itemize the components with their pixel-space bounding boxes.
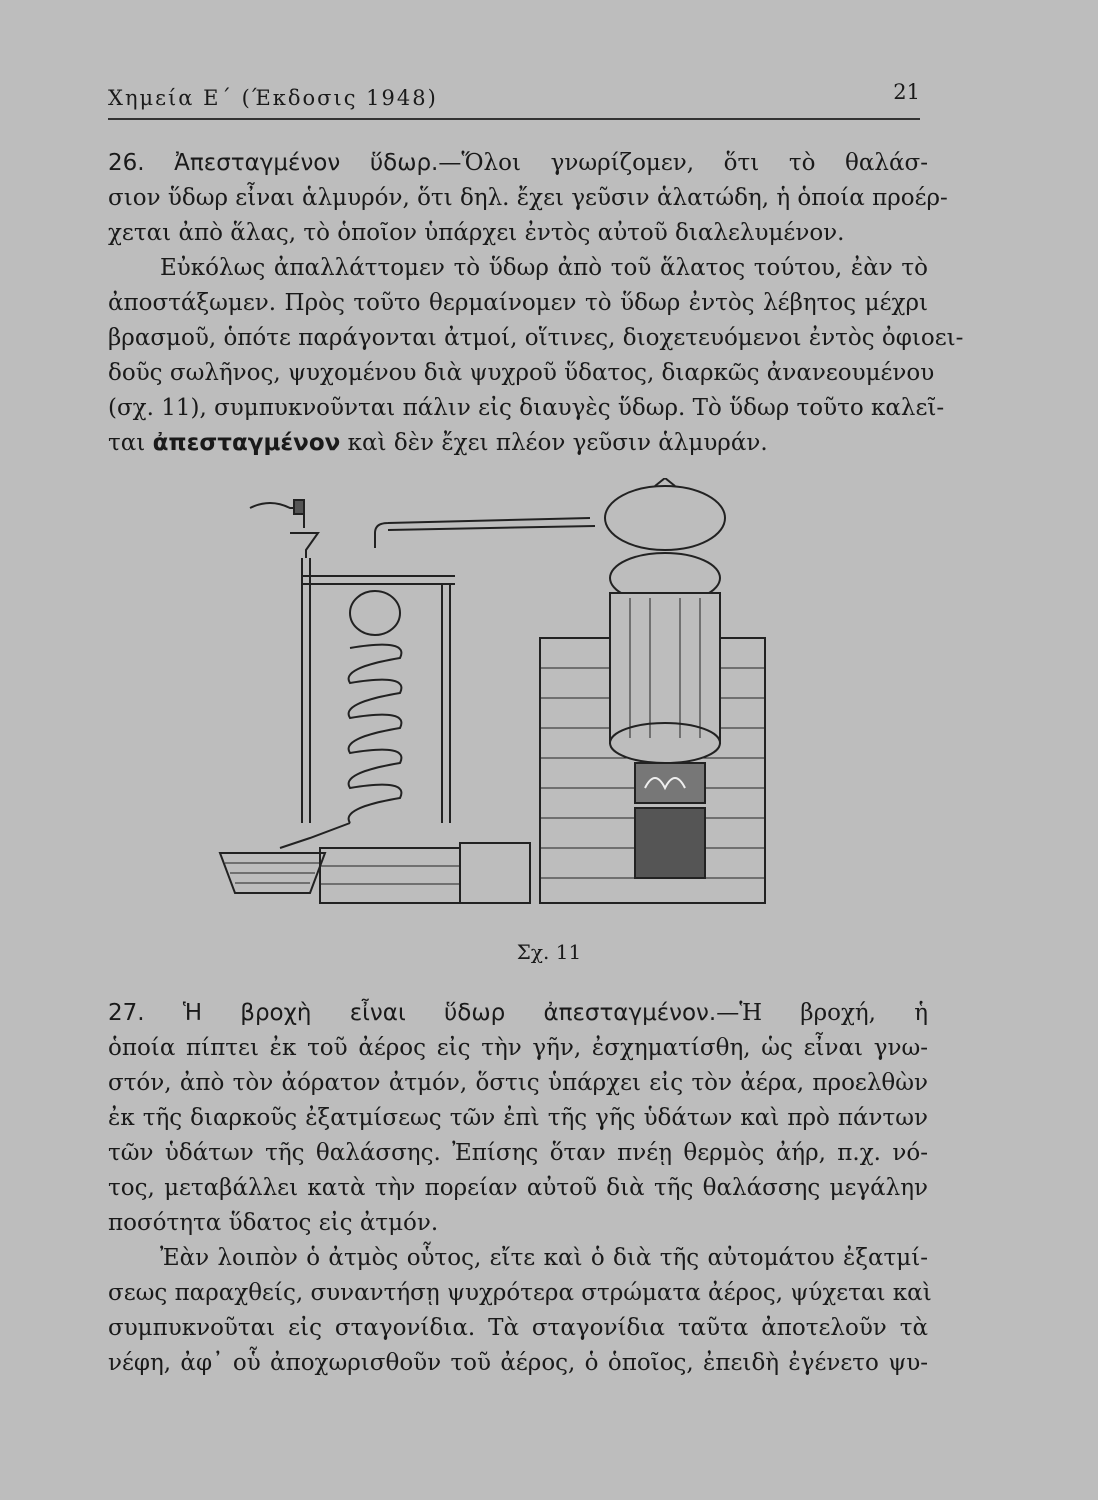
text-line: ποσότητα ὕδατος εἰς ἀτμόν. xyxy=(108,1210,439,1236)
text-line: (σχ. 11), συμπυκνοῦνται πάλιν εἰς διαυγὲς ὕδωρ. Τὸ ὕδωρ τοῦτο καλεῖ- xyxy=(108,395,945,421)
page-number: 21 xyxy=(893,80,920,104)
text-line: συμπυκνοῦται εἰς σταγονίδια. Τὰ σταγονίδια ταῦτα ἀποτελοῦν τὰ xyxy=(108,1315,928,1341)
distillation-apparatus-illustration xyxy=(210,478,770,908)
text-line: ἐκ τῆς διαρκοῦς ἐξατμίσεως τῶν ἐπὶ τῆς γῆς ὑδάτων καὶ πρὸ πάντων xyxy=(108,1105,928,1131)
text-line: σιον ὕδωρ εἶναι ἁλμυρόν, ὅτι δηλ. ἔχει γεῦσιν ἁλατώδη, ἡ ὁποία προέρ- xyxy=(108,185,948,211)
text-line: —Ὅλοι γνωρίζομεν, ὅτι τὸ θαλάσ- xyxy=(438,150,928,176)
text-line: χεται ἀπὸ ἅλας, τὸ ὁποῖον ὑπάρχει ἐντὸς αὐτοῦ διαλελυμένον. xyxy=(108,220,845,246)
bold-term: ἀπεσταγμένον xyxy=(152,430,341,456)
stone-block xyxy=(460,843,530,903)
spiral-coil xyxy=(349,645,402,823)
text-line: τος, μεταβάλλει κατὰ τὴν πορείαν αὐτοῦ διὰ τῆς θαλάσσης μεγάλην xyxy=(108,1175,928,1201)
section-27 xyxy=(108,996,932,1381)
section-26 xyxy=(108,146,964,461)
funnel xyxy=(290,533,318,558)
text-line: νέφη, ἀφ᾽ οὗ ἀποχωρισθοῦν τοῦ ἀέρος, ὁ ὁποῖος, ἐπειδὴ ἐγένετο ψυ- xyxy=(108,1350,928,1376)
ash-pit xyxy=(635,808,705,878)
still-pot xyxy=(610,593,720,743)
text-line: —Ἡ βροχή, ἡ xyxy=(716,1000,929,1026)
coil-bulb xyxy=(350,591,400,635)
section-26-heading: 26. Ἀπεσταγμένον ὕδωρ. xyxy=(108,150,439,176)
text-fragment: καὶ δὲν ἔχει πλέον γεῦσιν ἁλμυράν. xyxy=(340,430,768,456)
section-27-line-1 xyxy=(108,996,928,1031)
text-line: Ἐὰν λοιπὸν ὁ ἀτμὸς οὗτος, εἴτε καὶ ὁ διὰ τῆς αὐτομάτου ἐξατμί- xyxy=(160,1245,928,1271)
alembic-head xyxy=(605,486,725,550)
section-26-line-1 xyxy=(108,146,928,181)
running-title: Χημεία Ε΄ (Έκδοσις 1948) xyxy=(108,86,438,110)
text-line: στόν, ἀπὸ τὸν ἀόρατον ἀτμόν, ὅστις ὑπάρχει εἰς τὸν ἀέρα, προελθὼν xyxy=(108,1070,928,1096)
text-fragment: ται xyxy=(108,430,153,456)
section-26-last-line xyxy=(108,426,928,461)
text-line: ὁποία πίπτει ἐκ τοῦ ἀέρος εἰς τὴν γῆν, ἐσχηματίσθη, ὡς εἶναι γνω- xyxy=(108,1035,928,1061)
condenser-base xyxy=(320,848,460,903)
running-head xyxy=(108,78,920,120)
text-line: Εὐκόλως ἀπαλλάττομεν τὸ ὕδωρ ἀπὸ τοῦ ἅλατος τούτου, ἐὰν τὸ xyxy=(160,255,928,281)
retort-tube xyxy=(375,518,590,548)
tap-icon xyxy=(294,500,304,514)
text-line: τῶν ὑδάτων τῆς θαλάσσης. Ἐπίσης ὅταν πνέῃ θερμὸς ἀήρ, π.χ. νό- xyxy=(108,1140,928,1166)
text-line: βρασμοῦ, ὁπότε παράγονται ἀτμοί, οἵτινες, διοχετευόμενοι ἐντὸς ὀφιοει- xyxy=(108,325,964,351)
water-pipe xyxy=(250,503,300,508)
text-line: δοῦς σωλῆνος, ψυχομένου διὰ ψυχροῦ ὕδατος, διαρκῶς ἀνανεουμένου xyxy=(108,360,935,386)
figure-caption: Σχ. 11 xyxy=(516,940,582,964)
text-line: σεως παραχθείς, συναντήσῃ ψυχρότερα στρώματα ἀέρος, ψύχεται καὶ xyxy=(108,1280,932,1306)
text-line: ἀποστάξωμεν. Πρὸς τοῦτο θερμαίνομεν τὸ ὕδωρ ἐντὸς λέβητος μέχρι xyxy=(108,290,928,316)
fire-box xyxy=(635,763,705,803)
section-27-heading: 27. Ἡ βροχὴ εἶναι ὕδωρ ἀπεσταγμένον. xyxy=(108,1000,717,1026)
